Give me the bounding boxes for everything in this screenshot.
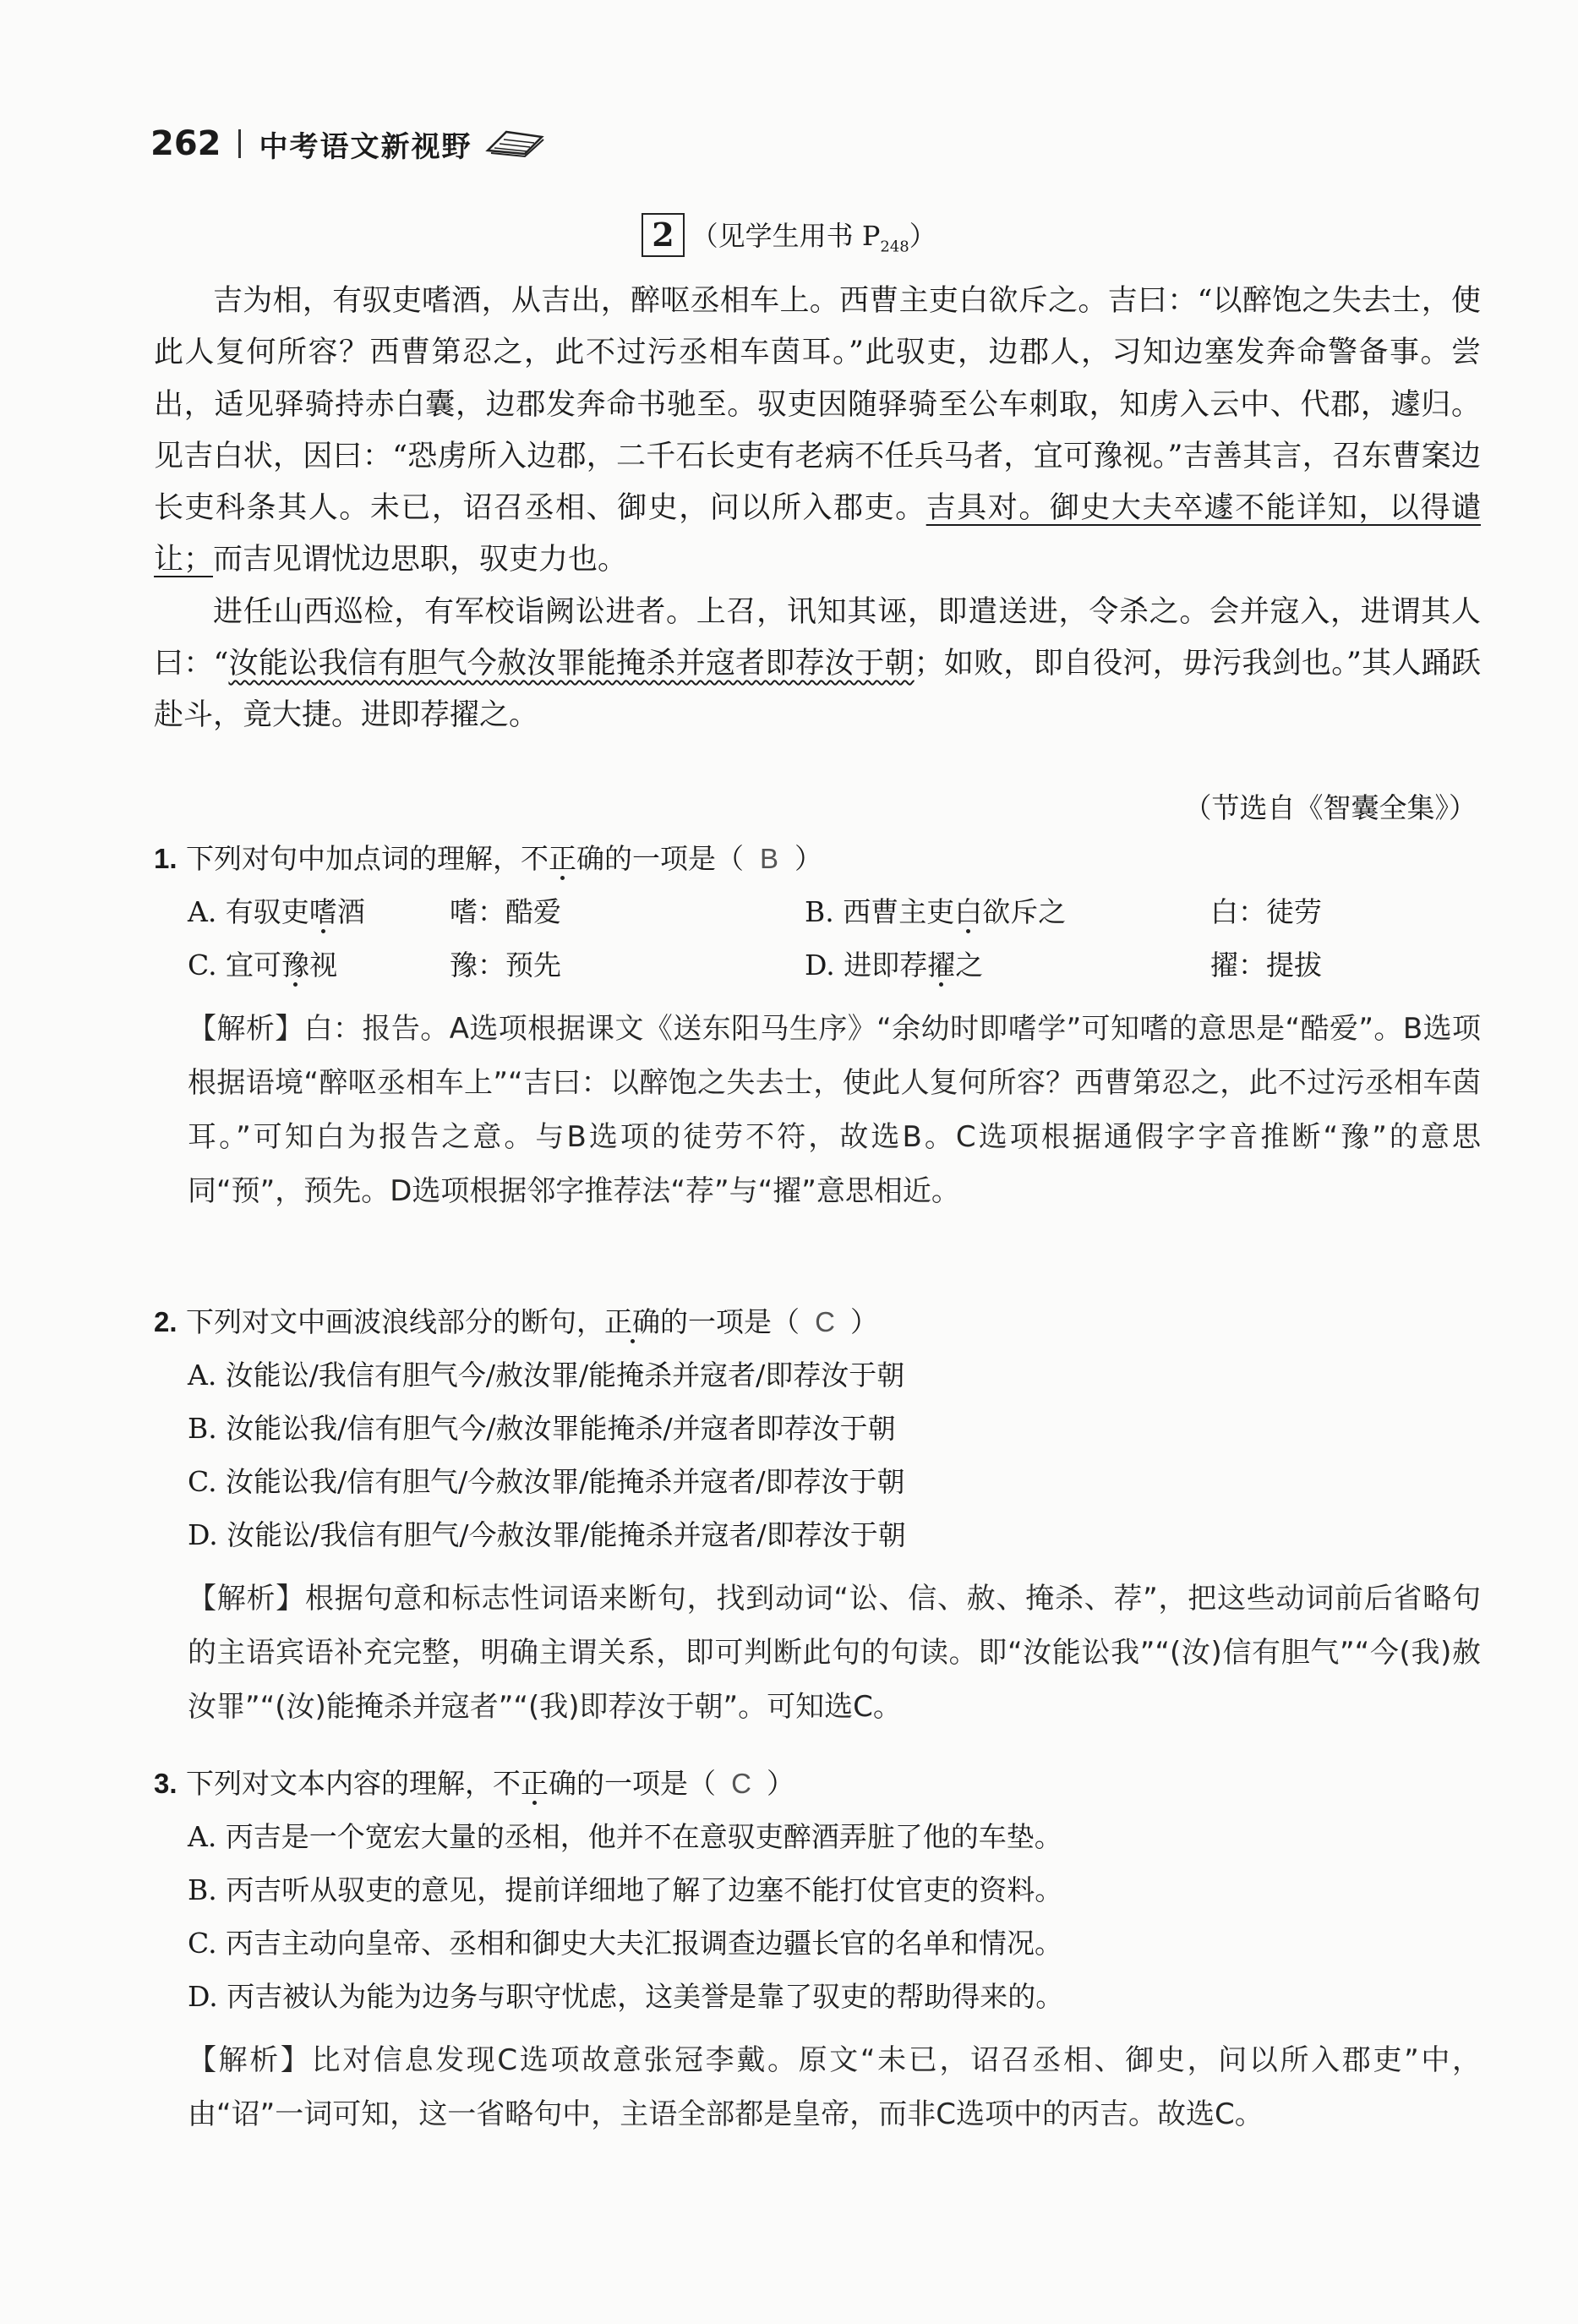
page-header: [150, 118, 549, 169]
option-c: C. 汝能讼我/信有胆气/今赦汝罪/能掩杀并寇者/即荐汝于朝: [188, 1465, 905, 1498]
option-a: A. 丙吉是一个宽宏大量的丞相，他并不在意驭吏醉酒弄脏了他的车垫。: [188, 1820, 1062, 1853]
option-b: B. 汝能讼我/信有胆气今/赦汝罪能掩杀/并寇者即荐汝于朝: [188, 1412, 896, 1445]
option-c: C. 宜可豫视: [188, 949, 338, 982]
section-reference: （见学生用书 $P_{248}$）: [691, 219, 936, 256]
option-b-meaning: 白：徒劳: [1210, 895, 1322, 928]
option-d-meaning: 擢：提拔: [1210, 949, 1322, 982]
page-number: 262: [150, 124, 221, 163]
passage-paragraph-1: 吉为相，有驭吏嗜酒，从吉出，醉呕丞相车上。西曹主吏白欲斥之。吉曰：“以醉饱之失去士，使此人复何所容？西曹第忍之，此不过污丞相车茵耳。”此驭吏，边郡人，习知边塞发奔命警备事。尝出，适见驿骑持赤白囊，边郡发奔命书驰至。驭吏因随驿骑至公车刺取，知虏入云中、代郡，遽归。见吉白状，因曰：“恐虏所入边郡，二千石长吏有老病不任兵马者，宜可豫视。”吉善其言，召东曹案边长吏科条其人。未已，诏召丞相、御史，问以所入郡吏。吉具对。御史大夫卒遽不能详知，以得谴让；而吉见谓忧边思职，驭吏力也。: [154, 284, 1481, 577]
header-divider: [238, 129, 241, 158]
passage-source: （节选自《智囊全集》）: [1183, 791, 1477, 824]
section-number: 2: [642, 213, 684, 257]
question-3: [154, 1758, 1481, 2141]
option-b: B. 丙吉听从驭吏的意见，提前详细地了解了边塞不能打仗官吏的资料。: [188, 1873, 1063, 1906]
wavy-underlined-sentence: 汝能讼我信有胆气今赦汝罪能掩杀并寇者即荐汝于朝: [228, 647, 915, 681]
dotted-word: 不正确: [493, 1767, 577, 1800]
section-heading: [0, 213, 1578, 257]
question-2: [154, 1296, 1481, 1734]
explanation: 【解析】根据句意和标志性词语来断句，找到动词“讼、信、赦、掩杀、荐”，把这些动词前后省略句的主语宾语补充完整，明确主谓关系，即可判断此句的句读。即“汝能讼我”“(汝)信有胆气”“今(我)赦汝罪”“(汝)能掩杀并寇者”“(我)即荐汝于朝”。可知选C。: [188, 1582, 1481, 1724]
passage-paragraph-2: 进任山西巡检，有军校诣阙讼进者。上召，讯知其诬，即遣送进，令杀之。会并寇入，进谓其人曰：“汝能讼我信有胆气今赦汝罪能掩杀并寇者即荐汝于朝；如败，即自役河，毋污我剑也。”其人踊跃赴斗，竟大捷。进即荐擢之。: [154, 594, 1481, 733]
classical-passage: [154, 276, 1481, 742]
option-c-meaning: 豫：预先: [450, 949, 561, 982]
answer-mark: C: [731, 1768, 751, 1799]
underlined-sentence: 吉具对。御史大夫卒遽不能详知，以得谴让；: [154, 491, 1481, 577]
question-stem: 1. 下列对句中加点词的理解，不正确的一项是（ B ）: [154, 833, 1481, 885]
dotted-word: 正确: [604, 1305, 661, 1338]
explanation: 【解析】比对信息发现C选项故意张冠李戴。原文“未已，诏召丞相、御史，问以所入郡吏”中，由“诏”一词可知，这一省略句中，主语全部都是皇帝，而非C选项中的丙吉。故选C。: [188, 2043, 1481, 2131]
option-a: A. 汝能讼/我信有胆气今/赦汝罪/能掩杀并寇者/即荐汝于朝: [188, 1359, 905, 1392]
book-title: 中考语文新视野: [259, 129, 472, 164]
option-d: D. 丙吉被认为能为边务与职守忧虑，这美誉是靠了驭吏的帮助得来的。: [188, 1980, 1064, 2013]
question-stem: 2. 下列对文中画波浪线部分的断句，正确的一项是（ C ）: [154, 1296, 1481, 1348]
question-1: [154, 833, 1481, 1218]
explanation: 【解析】白：报告。A选项根据课文《送东阳马生序》“余幼时即嗜学”可知嗜的意思是“酷爱”。B选项根据语境“醉呕丞相车上”“吉曰：以醉饱之失去士，使此人复何所容？西曹第忍之，此不过污丞相车茵耳。”可知白为报告之意。与B选项的徒劳不符，故选B。C选项根据通假字字音推断“豫”的意思同“预”，预先。D选项根据邻字推荐法“荐”与“擢”意思相近。: [188, 1012, 1481, 1208]
option-a-meaning: 嗜：酷爱: [450, 895, 561, 928]
option-c: C. 丙吉主动向皇帝、丞相和御史大夫汇报调查边疆长官的名单和情况。: [188, 1927, 1063, 1960]
option-a: A. 有驭吏嗜酒: [188, 895, 365, 928]
option-grid: [154, 885, 1481, 992]
dotted-word: 不正确: [521, 842, 605, 875]
option-d: D. 汝能讼/我信有胆气/今赦汝罪/能掩杀并寇者/即荐汝于朝: [188, 1518, 906, 1551]
answer-mark: C: [815, 1306, 835, 1337]
book-icon: [481, 125, 549, 162]
option-b: B. 西曹主吏白欲斥之: [805, 895, 1067, 928]
question-stem: 3. 下列对文本内容的理解，不正确的一项是（ C ）: [154, 1758, 1481, 1810]
option-d: D. 进即荐擢之: [805, 949, 984, 982]
answer-mark: B: [760, 843, 779, 874]
